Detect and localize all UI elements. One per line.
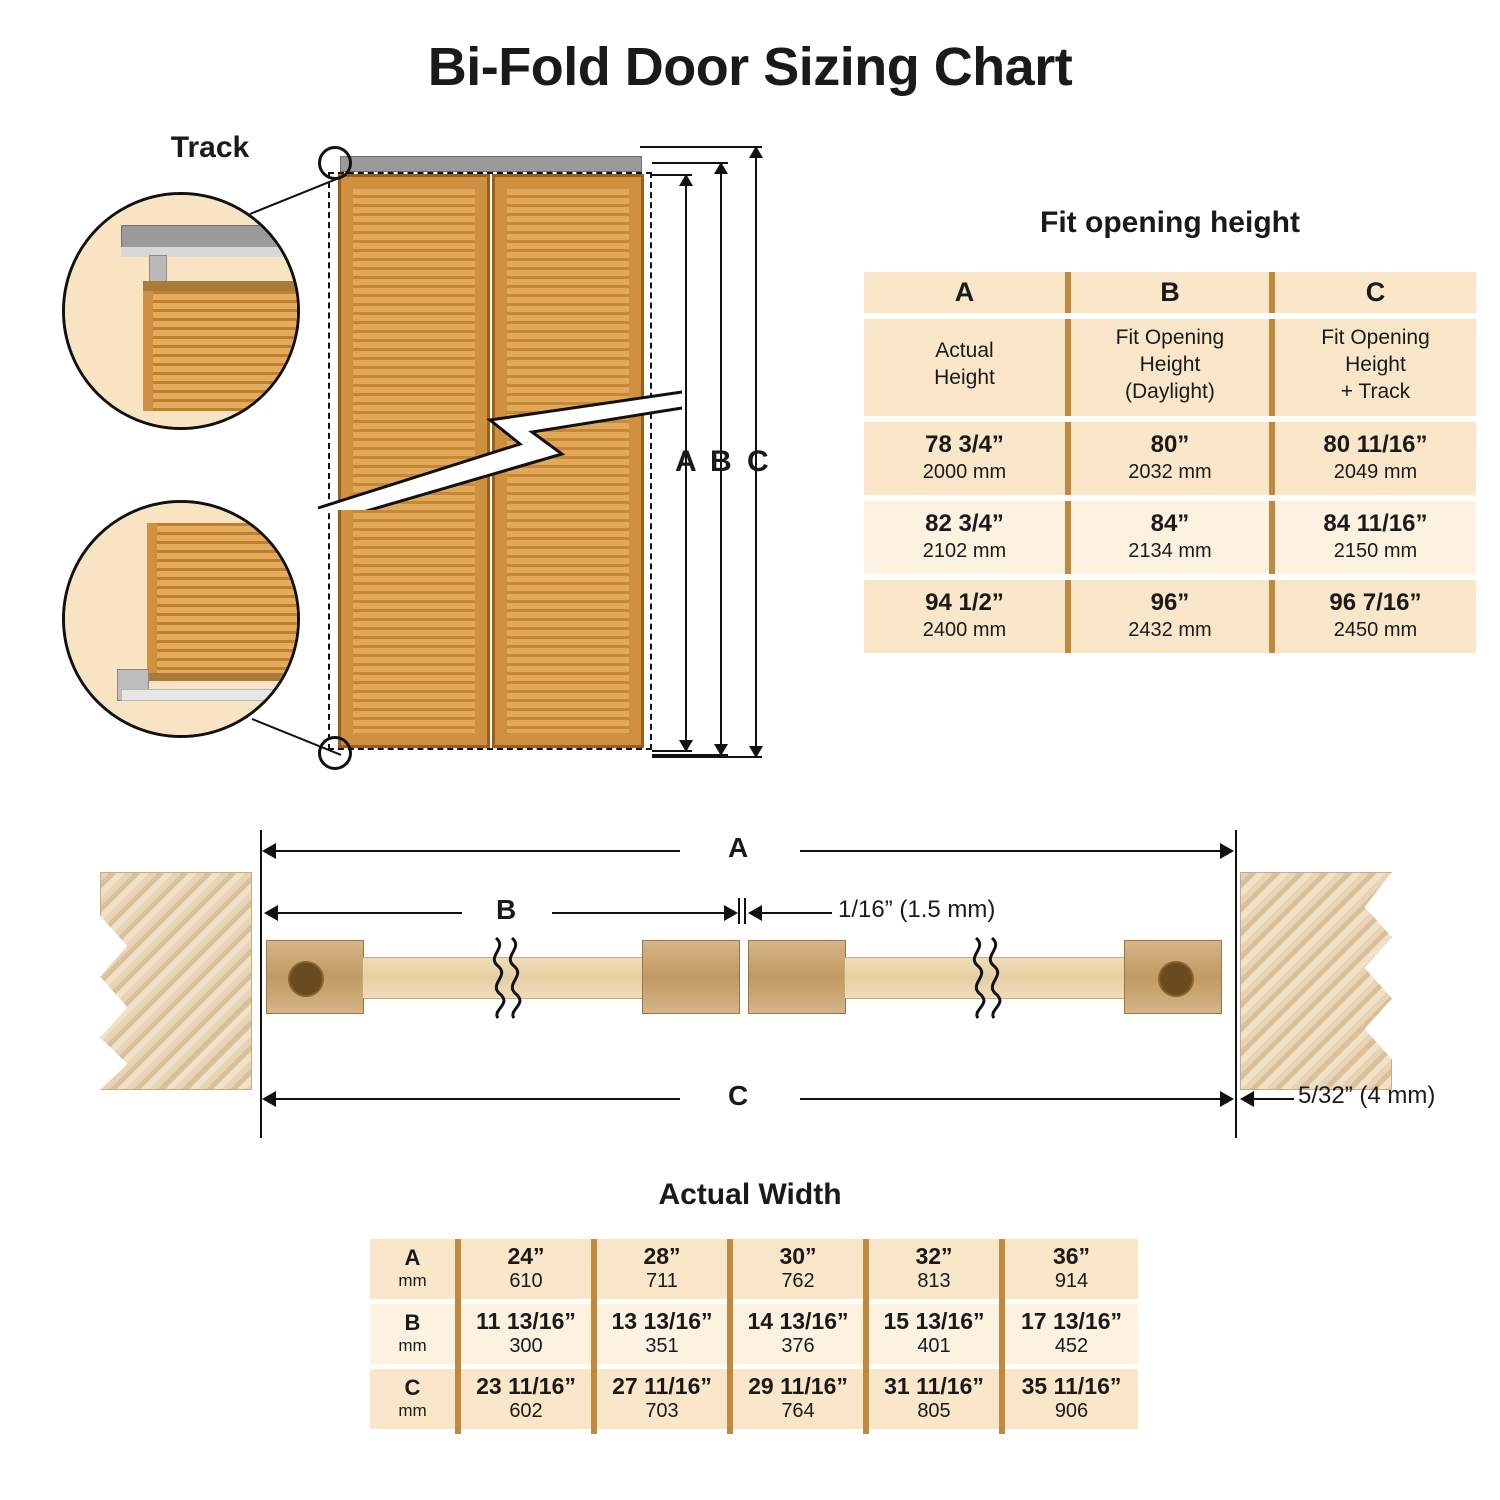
cell-width-c-4-inch: 31 11/16” [884, 1373, 984, 1399]
wall-jamb-left [100, 872, 252, 1090]
cell-c-2 [1272, 498, 1476, 577]
table-header-row [864, 272, 1476, 316]
door-elevation-drawing [300, 140, 800, 780]
cell-width-c-1 [458, 1367, 594, 1432]
subheader-cell-a [864, 316, 1068, 419]
cell-width-c-3-mm: 764 [781, 1400, 815, 1422]
dim-line-center-gap [754, 912, 832, 914]
cell-b-1 [1068, 419, 1272, 498]
row-label-b [370, 1302, 458, 1367]
subheader-b-line2: Height [1139, 352, 1201, 376]
cell-width-a-5-inch: 36” [1052, 1243, 1091, 1269]
cell-width-c-4-mm: 805 [917, 1400, 951, 1422]
cell-c-2-inch: 84 11/16” [1323, 509, 1428, 537]
header-cell-a: A [864, 272, 1068, 316]
cell-width-a-1 [458, 1239, 594, 1302]
subheader-b-line3: (Daylight) [1125, 379, 1215, 403]
cell-b-1-mm: 2032 mm [1128, 460, 1212, 483]
cell-b-1-inch: 80” [1150, 430, 1190, 458]
cell-width-a-2-mm: 711 [646, 1270, 678, 1292]
cell-width-b-3-mm: 376 [781, 1335, 815, 1357]
row-label-b-letter: B [404, 1310, 421, 1335]
cell-width-a-2-inch: 28” [643, 1243, 681, 1269]
door-leaf-left-mid-stile [642, 940, 740, 1014]
pivot-pin-left [288, 961, 324, 997]
cell-width-c-5 [1002, 1367, 1138, 1432]
cell-width-b-4-inch: 15 13/16” [883, 1308, 985, 1334]
row-label-c-unit: mm [398, 1401, 427, 1420]
plan-dim-letter-c: C [728, 1080, 749, 1111]
center-gap-note: 1/16” (1.5 mm) [838, 896, 996, 923]
row-label-a [370, 1239, 458, 1302]
pivot-pin-right [1158, 961, 1194, 997]
cell-width-c-2 [594, 1367, 730, 1432]
cell-a-3 [864, 577, 1068, 656]
cell-width-b-3 [730, 1302, 866, 1367]
cell-a-1-inch: 78 3/4” [925, 430, 1004, 458]
cell-width-b-2-inch: 13 13/16” [611, 1308, 713, 1334]
cell-width-b-5-inch: 17 13/16” [1020, 1308, 1123, 1334]
cell-width-c-2-inch: 27 11/16” [612, 1373, 712, 1399]
cell-width-a-5 [1002, 1239, 1138, 1302]
cell-width-c-4 [866, 1367, 1002, 1432]
cell-width-c-2-mm: 703 [645, 1400, 679, 1422]
cell-width-b-5-mm: 452 [1054, 1335, 1089, 1357]
cell-c-3-inch: 96 7/16” [1329, 588, 1422, 616]
break-squiggle-right [962, 936, 1006, 1020]
cell-b-2-inch: 84” [1150, 509, 1190, 537]
cell-a-3-mm: 2400 mm [922, 618, 1007, 641]
cell-c-3-mm: 2450 mm [1333, 618, 1418, 641]
ref-line-right [1235, 830, 1237, 1138]
cell-a-2-mm: 2102 mm [922, 539, 1007, 562]
dim-letter-a: A [675, 445, 697, 478]
cell-c-1-mm: 2049 mm [1333, 460, 1418, 483]
row-label-c [370, 1367, 458, 1432]
cell-width-b-2 [594, 1302, 730, 1367]
cell-b-3-mm: 2432 mm [1128, 618, 1212, 641]
cell-width-b-1-inch: 11 13/16” [476, 1308, 576, 1334]
cell-width-c-3-inch: 29 11/16” [748, 1373, 848, 1399]
track-label: Track [170, 131, 250, 164]
cell-b-2-mm: 2134 mm [1128, 539, 1212, 562]
cell-width-a-1-inch: 24” [507, 1243, 545, 1269]
pivot-marker-bottom [318, 736, 352, 770]
subheader-a-line2: Height [934, 366, 995, 390]
pivot-marker-top [318, 146, 352, 180]
fit-opening-height-heading: Fit opening height [1040, 206, 1300, 239]
wall-jamb-right [1240, 872, 1392, 1090]
cell-c-1-inch: 80 11/16” [1323, 430, 1428, 458]
row-label-b-unit: mm [398, 1336, 427, 1355]
cell-b-2 [1068, 498, 1272, 577]
cell-c-1 [1272, 419, 1476, 498]
cell-width-b-3-inch: 14 13/16” [747, 1308, 849, 1334]
cell-width-a-3 [730, 1239, 866, 1302]
subheader-a-line1: Actual [935, 339, 994, 363]
dim-letter-b: B [710, 445, 732, 478]
subheader-c-line3: + Track [1340, 379, 1411, 403]
edge-gap-note: 5/32” (4 mm) [1298, 1082, 1436, 1109]
cell-a-2 [864, 498, 1068, 577]
cell-width-c-5-mm: 906 [1054, 1400, 1089, 1422]
subheader-cell-b [1068, 316, 1272, 419]
track-detail-callout-bottom [62, 500, 300, 738]
row-label-c-letter: C [404, 1375, 421, 1400]
cell-width-c-1-mm: 602 [509, 1400, 543, 1422]
cell-width-b-1 [458, 1302, 594, 1367]
cell-width-a-2 [594, 1239, 730, 1302]
subheader-b-line1: Fit Opening [1115, 326, 1225, 349]
plan-dim-letter-b: B [496, 894, 517, 925]
cell-b-3 [1068, 577, 1272, 656]
table-row [864, 419, 1476, 498]
door-track-bar [340, 156, 642, 172]
cell-width-b-1-mm: 300 [509, 1335, 543, 1357]
cell-width-c-3 [730, 1367, 866, 1432]
table-row [370, 1239, 1138, 1302]
table-row [370, 1302, 1138, 1367]
cell-width-a-3-mm: 762 [781, 1270, 815, 1292]
door-leaf-right-mid-stile [748, 940, 846, 1014]
fit-opening-height-table [864, 272, 1476, 659]
row-label-a-unit: mm [398, 1271, 427, 1290]
break-squiggle-left [482, 936, 526, 1020]
row-label-a-letter: A [404, 1245, 421, 1270]
table-row [864, 498, 1476, 577]
subheader-c-line2: Height [1345, 352, 1406, 376]
cell-width-a-4-mm: 813 [917, 1270, 951, 1292]
cell-width-a-5-mm: 914 [1054, 1270, 1089, 1292]
page-title: Bi-Fold Door Sizing Chart [427, 37, 1073, 97]
cell-width-a-3-inch: 30” [779, 1243, 817, 1269]
break-symbol [300, 390, 700, 510]
subheader-c-line1: Fit Opening [1321, 326, 1430, 349]
dim-letter-c: C [747, 445, 769, 478]
cell-b-3-inch: 96” [1150, 588, 1190, 616]
cell-width-b-5 [1002, 1302, 1138, 1367]
cell-a-1-mm: 2000 mm [922, 460, 1007, 483]
cell-width-a-4-inch: 32” [915, 1243, 953, 1269]
header-cell-c: C [1272, 272, 1476, 316]
actual-width-table [370, 1239, 1138, 1434]
plan-view-drawing [60, 820, 1480, 1150]
cell-width-a-1-mm: 610 [509, 1270, 543, 1292]
cell-c-2-mm: 2150 mm [1333, 539, 1418, 562]
cell-a-1 [864, 419, 1068, 498]
table-row [864, 577, 1476, 656]
table-subheader-row [864, 316, 1476, 419]
cell-width-c-1-inch: 23 11/16” [476, 1373, 576, 1399]
cell-c-3 [1272, 577, 1476, 656]
cell-width-b-4-mm: 401 [917, 1335, 951, 1357]
header-cell-b: B [1068, 272, 1272, 316]
subheader-cell-c [1272, 316, 1476, 419]
cell-width-b-4 [866, 1302, 1002, 1367]
plan-dim-letter-a: A [728, 832, 749, 863]
actual-width-heading: Actual Width [658, 1178, 842, 1211]
table-row [370, 1367, 1138, 1432]
cell-a-2-inch: 82 3/4” [925, 509, 1004, 537]
cell-width-b-2-mm: 351 [645, 1335, 679, 1357]
cell-width-a-4 [866, 1239, 1002, 1302]
track-detail-callout-top [62, 192, 300, 430]
cell-a-3-inch: 94 1/2” [925, 588, 1004, 616]
cell-width-c-5-inch: 35 11/16” [1021, 1373, 1122, 1399]
